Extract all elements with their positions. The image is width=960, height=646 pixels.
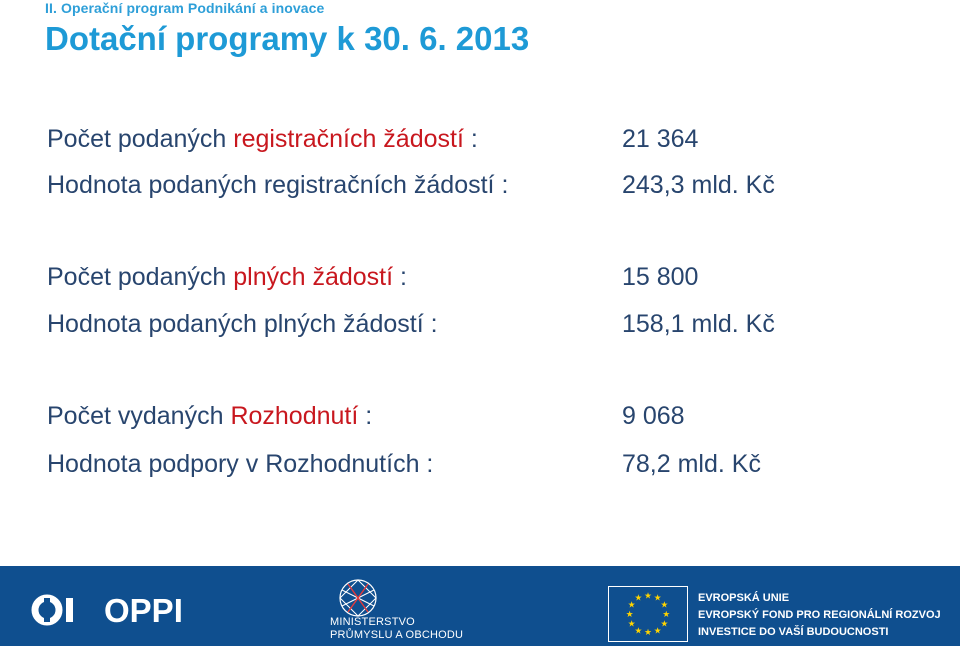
eu-line1: EVROPSKÁ UNIE — [698, 592, 790, 604]
stat-label-highlight: registračních žádostí — [233, 125, 464, 153]
stat-label — [47, 170, 508, 200]
stat-value: 9 068 — [622, 402, 685, 430]
stat-label-highlight: Rozhodnutí — [230, 402, 359, 430]
ministry-line1: MINISTERSTVO — [330, 616, 415, 628]
ministry-name — [330, 616, 463, 642]
stat-label-text: Počet podaných — [47, 125, 234, 153]
stat-label-suffix: : — [393, 263, 407, 291]
stat-label — [47, 124, 478, 154]
stat-value: 21 364 — [622, 125, 699, 153]
svg-text:★: ★ — [627, 600, 636, 611]
svg-text:★: ★ — [644, 628, 652, 639]
eu-caption — [698, 590, 941, 641]
svg-text:★: ★ — [660, 619, 669, 630]
eu-line3: INVESTICE DO VAŠÍ BUDOUCNOSTI — [698, 626, 889, 638]
svg-text:★: ★ — [653, 593, 662, 604]
svg-text:★: ★ — [662, 609, 671, 620]
oppi-logo-text: OPPI — [104, 592, 183, 628]
stat-label-text: Počet podaných — [47, 263, 234, 291]
program-subtitle: II. Operační program Podnikání a inovace — [45, 0, 325, 16]
stat-label — [47, 449, 433, 479]
stat-value: 243,3 mld. Kč — [622, 171, 775, 199]
stat-label-text: Hodnota podaných plných žádostí : — [47, 310, 438, 338]
stat-value: 158,1 mld. Kč — [622, 310, 775, 338]
page-title: Dotační programy k 30. 6. 2013 — [45, 20, 530, 57]
eu-flag-icon — [608, 586, 688, 642]
stat-label — [47, 262, 407, 292]
footer-bar — [0, 566, 960, 646]
stat-label-text: Hodnota podpory v Rozhodnutích : — [47, 450, 434, 478]
stat-label-text: Počet vydaných — [47, 402, 231, 430]
ministry-line2: PRŮMYSLU A OBCHODU — [330, 629, 464, 641]
svg-text:★: ★ — [644, 591, 652, 602]
eu-line2: EVROPSKÝ FOND PRO REGIONÁLNÍ ROZVOJ — [698, 609, 941, 621]
svg-text:★: ★ — [653, 626, 662, 637]
stat-label-highlight: plných žádostí — [233, 263, 394, 291]
stat-value: 15 800 — [622, 263, 699, 291]
oppi-logo-gap — [44, 598, 50, 622]
svg-text:★: ★ — [627, 619, 636, 630]
oppi-logo — [30, 592, 205, 628]
stat-label — [47, 401, 372, 431]
stat-label-suffix: : — [358, 402, 373, 430]
stat-label-text: Hodnota podaných registračních žádostí : — [47, 171, 509, 199]
oppi-logo-bar — [66, 598, 73, 622]
svg-text:★: ★ — [634, 626, 643, 637]
stat-label — [47, 309, 438, 339]
svg-text:★: ★ — [634, 593, 643, 604]
svg-text:★: ★ — [625, 609, 634, 620]
stat-label-suffix: : — [463, 125, 478, 153]
svg-text:★: ★ — [660, 600, 669, 611]
stat-value: 78,2 mld. Kč — [622, 450, 761, 478]
